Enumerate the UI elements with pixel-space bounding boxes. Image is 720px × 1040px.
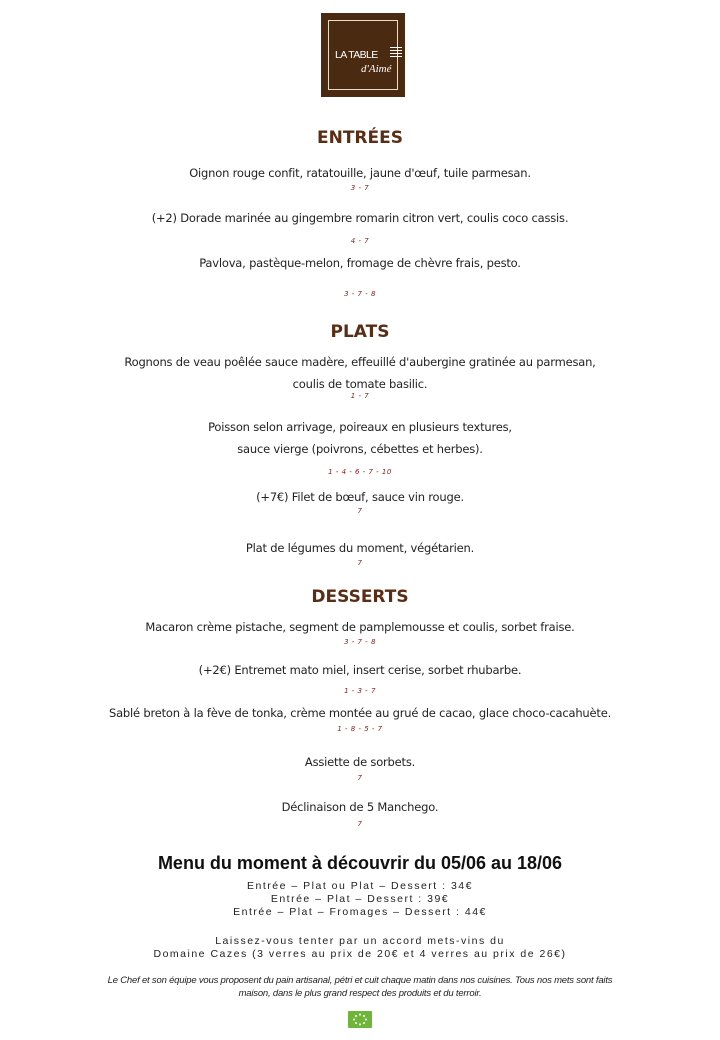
section-title-plats: PLATS	[330, 322, 390, 342]
formula-line: Entrée – Plat – Fromages – Dessert : 44€	[233, 906, 487, 918]
plat-item-line: Rognons de veau poêlée sauce madère, effeuillé d'aubergine gratinée au parmesan,	[124, 355, 596, 369]
plat-item-line: Poisson selon arrivage, poireaux en plusieurs textures,	[208, 420, 512, 434]
dessert-allergens: 3 - 7 - 8	[344, 638, 376, 646]
formula-line: Entrée – Plat – Dessert : 39€	[270, 893, 450, 905]
entree-item: Pavlova, pastèque-melon, fromage de chèvre frais, pesto.	[199, 256, 521, 270]
logo-text: LA TABLE	[335, 49, 378, 61]
menu-moment-title: Menu du moment à découvrir du 05/06 au 18/06	[157, 853, 563, 873]
dessert-item: Assiette de sorbets.	[304, 755, 416, 769]
wine-pairing-line: Domaine Cazes (3 verres au prix de 20€ et 4 verres au prix de 26€)	[153, 948, 567, 960]
plat-item-line: (+7€) Filet de bœuf, sauce vin rouge.	[256, 490, 464, 504]
plat-allergens: 1 - 4 - 6 - 7 - 10	[328, 468, 392, 476]
footer-note-line: maison, dans le plus grand respect des produits et du terroir.	[238, 988, 482, 999]
restaurant-logo	[321, 13, 405, 97]
dessert-item: Sablé breton à la fève de tonka, crème montée au grué de cacao, glace choco-cacahuète.	[108, 706, 612, 720]
entree-item: (+2) Dorade marinée au gingembre romarin citron vert, coulis coco cassis.	[151, 211, 569, 225]
plat-item-line: Plat de légumes du moment, végétarien.	[245, 541, 475, 555]
section-title-desserts: DESSERTS	[311, 587, 409, 607]
dessert-item: (+2€) Entremet mato miel, insert cerise, sorbet rhubarbe.	[198, 663, 522, 677]
entree-allergens: 4 - 7	[350, 237, 370, 245]
plat-item-line: sauce vierge (poivrons, cébettes et herbes).	[237, 442, 483, 456]
entree-item: Oignon rouge confit, ratatouille, jaune d'œuf, tuile parmesan.	[189, 166, 531, 180]
plat-allergens: 7	[357, 507, 363, 515]
wine-pairing-line: Laissez-vous tenter par un accord mets-vins du	[215, 935, 505, 947]
dessert-allergens: 7	[357, 820, 363, 828]
entree-allergens: 3 - 7 - 8	[344, 290, 376, 298]
eu-organic-leaf-icon	[348, 1011, 372, 1028]
logo-script: d'Aimé	[361, 63, 392, 75]
plat-allergens: 1 - 7	[350, 392, 370, 400]
dessert-item: Déclinaison de 5 Manchego.	[281, 800, 439, 814]
section-title-entrees: ENTRÉES	[317, 128, 403, 148]
dessert-allergens: 1 - 3 - 7	[344, 687, 376, 695]
eu-organic-leaf-icon	[348, 1011, 372, 1028]
dessert-allergens: 7	[357, 774, 363, 782]
plat-item-line: coulis de tomate basilic.	[292, 377, 428, 391]
dessert-allergens: 1 - 8 - 5 - 7	[337, 725, 383, 733]
logo-lines	[390, 47, 402, 59]
formula-line: Entrée – Plat ou Plat – Dessert : 34€	[247, 880, 473, 892]
plat-allergens: 7	[357, 559, 363, 567]
dessert-item: Macaron crème pistache, segment de pamplemousse et coulis, sorbet fraise.	[145, 620, 575, 634]
entree-allergens: 3 - 7	[350, 184, 370, 192]
footer-note-line: Le Chef et son équipe vous proposent du pain artisanal, pétri et cuit chaque matin dans nos cuisines. Tous nos mets sont faits	[107, 975, 613, 986]
